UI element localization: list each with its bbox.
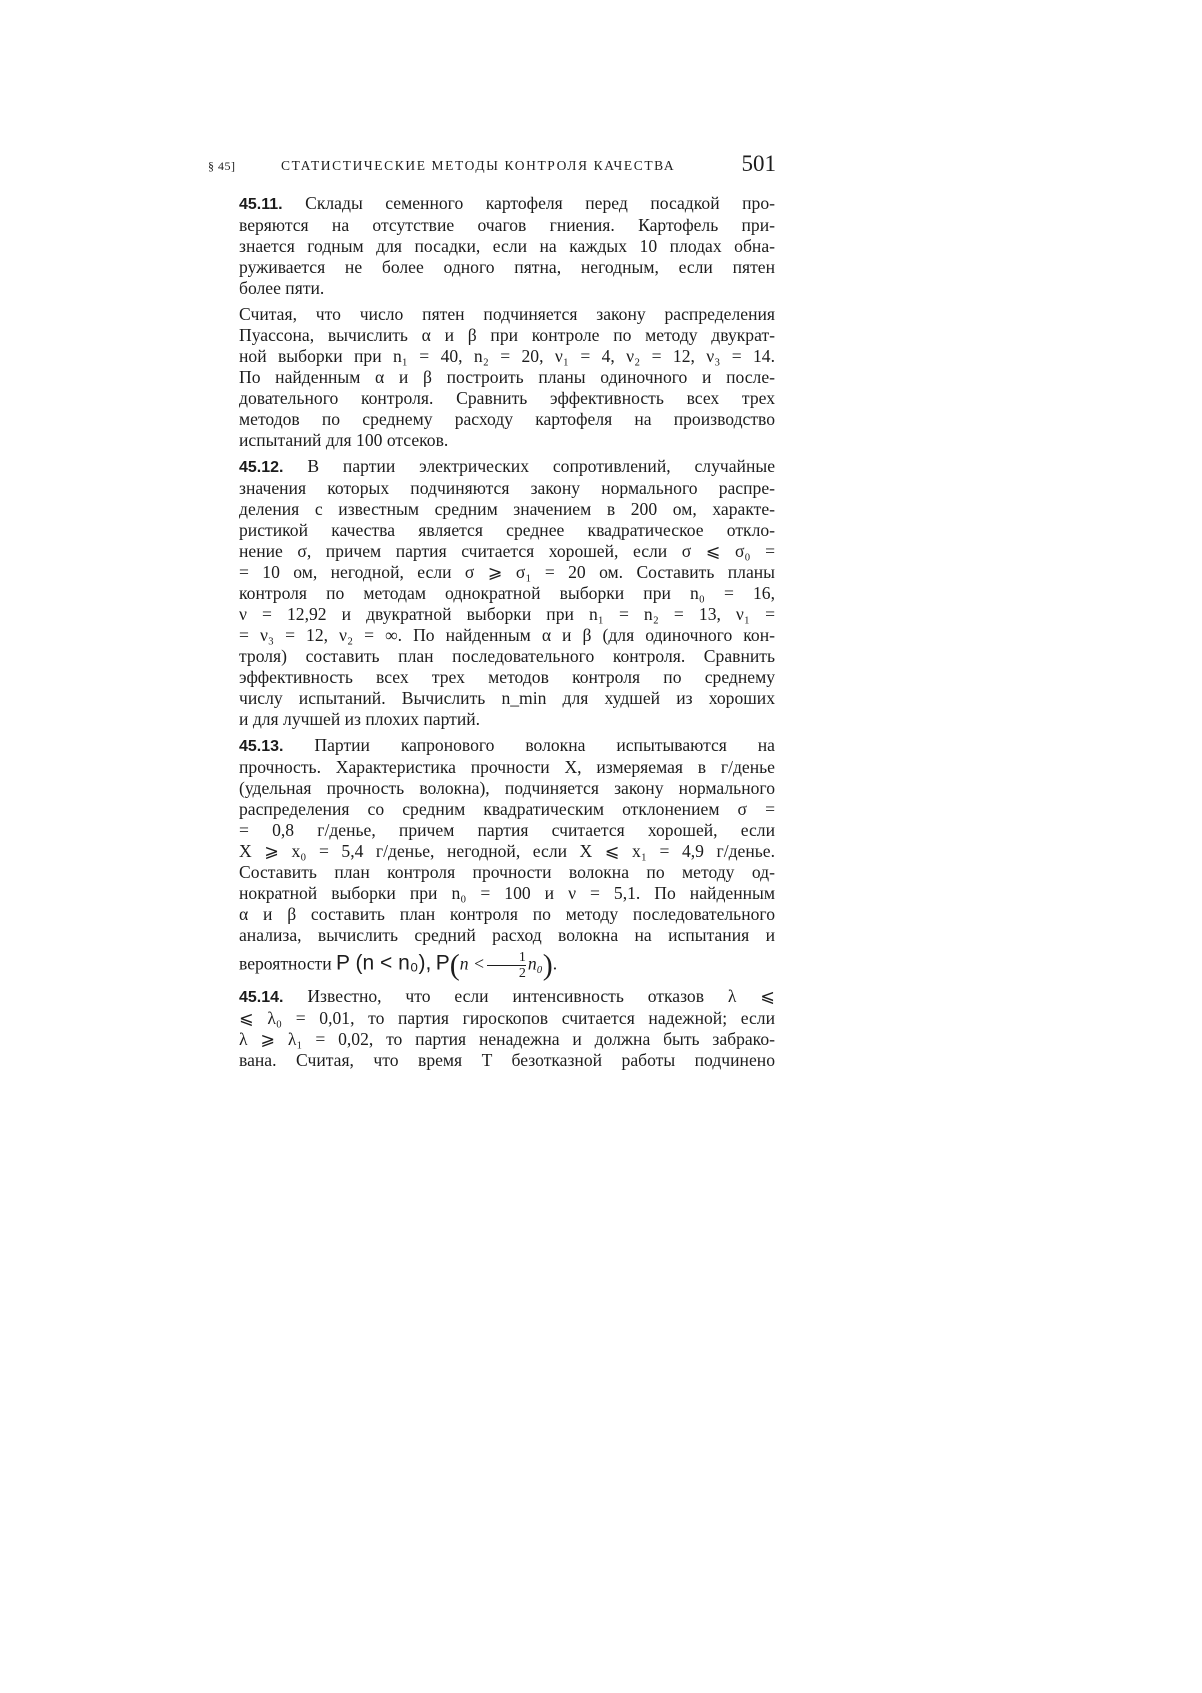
probability-formula-line: вероятности P (n < n₀), P(n < $\frac{1}{2}$ n₀).: [239, 948, 558, 982]
chapter-title: СТАТИСТИЧЕСКИЕ МЕТОДЫ КОНТРОЛЯ КАЧЕСТВА: [281, 158, 676, 173]
formula-prob-1: P (n < n₀),: [336, 951, 432, 975]
problem-45-13: [207, 735, 775, 981]
formula-prob-2-p: P: [435, 951, 450, 975]
text-line: и для лучшей из плохих партий.: [239, 709, 481, 729]
text-line: 45.12. В партии электрических сопротивлений, случайные: [239, 456, 775, 476]
text-line: X ⩾ x₀ = 5,4 г/денье, негодной, если X ⩽ x₁ = 4,9 г/денье.: [239, 841, 775, 861]
text-line: вана. Считая, что время T безотказной работы подчинено: [239, 1050, 775, 1070]
running-head: [208, 151, 776, 179]
text-line: Пуассона, вычислить α и β при контроле по методу двукрат-: [239, 325, 775, 345]
text-line: = 10 ом, негодной, если σ ⩾ σ₁ = 20 ом. Составить планы: [239, 562, 775, 582]
text-line: анализа, вычислить средний расход волокна на испытания и: [239, 925, 775, 945]
text-line: = 0,8 г/денье, причем партия считается хорошей, если: [239, 820, 775, 840]
text-line: нократной выборки при n₀ = 100 и ν = 5,1. По найденным: [239, 883, 775, 903]
text-line: 45.11. Склады семенного картофеля перед посадкой про-: [239, 193, 775, 213]
problem-number: 45.13.: [239, 738, 284, 755]
text-line: 45.13. Партии капронового волокна испытываются на: [239, 735, 775, 755]
text-line: = ν₃ = 12, ν₂ = ∞. По найденным α и β (для одиночного кон-: [239, 625, 775, 645]
text-line: эффективность всех трех методов контроля по среднему: [239, 667, 775, 687]
problem-45-11: [207, 193, 775, 299]
text-line: ν = 12,92 и двукратной выборки при n₁ = n₂ = 13, ν₁ =: [239, 604, 775, 624]
open-paren: (: [449, 948, 460, 982]
problem-45-14: [207, 986, 775, 1071]
text-line: довательного контроля. Сравнить эффективность всех трех: [239, 388, 775, 408]
text-line: По найденным α и β построить планы одиночного и после-: [239, 367, 775, 387]
text-line: нение σ, причем партия считается хорошей, если σ ⩽ σ₀ =: [239, 541, 775, 561]
problem-number: 45.11.: [239, 196, 283, 213]
text-line: веряются на отсутствие очагов гниения. Картофель при-: [239, 215, 775, 235]
text-line: числу испытаний. Вычислить n_min для худшей из хороших: [239, 688, 775, 708]
text-line: контроля по методам однократной выборки при n₀ = 16,: [239, 583, 775, 603]
text-line: λ ⩾ λ₁ = 0,02, то партия ненадежна и должна быть забрако-: [239, 1029, 775, 1049]
problem-45-12: [207, 456, 775, 730]
problem-number: 45.14.: [239, 989, 284, 1006]
text-line: ристикой качества является среднее квадратическое откло-: [239, 520, 775, 540]
text-line: распределения со средним квадратическим отклонением σ =: [239, 799, 775, 819]
fraction-one-half: $\frac{1}{2}$: [487, 950, 526, 981]
text-line: прочность. Характеристика прочности X, измеряемая в г/денье: [239, 757, 775, 777]
text-line: знается годным для посадки, если на каждых 10 плодах обна-: [239, 236, 775, 256]
text-line: испытаний для 100 отсеков.: [239, 430, 449, 450]
close-paren: ): [542, 948, 553, 982]
text-line: руживается не более одного пятна, негодным, если пятен: [239, 257, 775, 277]
text-line: деления с известным средним значением в 200 ом, характе-: [239, 499, 775, 519]
problem-45-11-paragraph-2: [207, 304, 775, 451]
problem-number: 45.12.: [239, 459, 284, 476]
page-number: 501: [741, 151, 776, 176]
text-line: троля) составить план последовательного контроля. Сравнить: [239, 646, 775, 666]
page-text: [207, 193, 775, 1076]
text-line: ной выборки при n₁ = 40, n₂ = 20, ν₁ = 4, ν₂ = 12, ν₃ = 14.: [239, 346, 775, 366]
text-line: Составить план контроля прочности волокна по методу од-: [239, 862, 775, 882]
text-line: методов по среднему расходу картофеля на производство: [239, 409, 775, 429]
text-line: Считая, что число пятен подчиняется закону распределения: [239, 304, 775, 324]
text-line: более пяти.: [239, 278, 325, 298]
text-line: ⩽ λ₀ = 0,01, то партия гироскопов считается надежной; если: [239, 1008, 775, 1028]
text-line: (удельная прочность волокна), подчиняется закону нормального: [239, 778, 775, 798]
text-line: α и β составить план контроля по методу последовательного: [239, 904, 775, 924]
text-line: значения которых подчиняются закону нормального распре-: [239, 478, 775, 498]
section-number: § 45]: [208, 159, 236, 173]
text-line: 45.14. Известно, что если интенсивность отказов λ ⩽: [239, 986, 775, 1006]
